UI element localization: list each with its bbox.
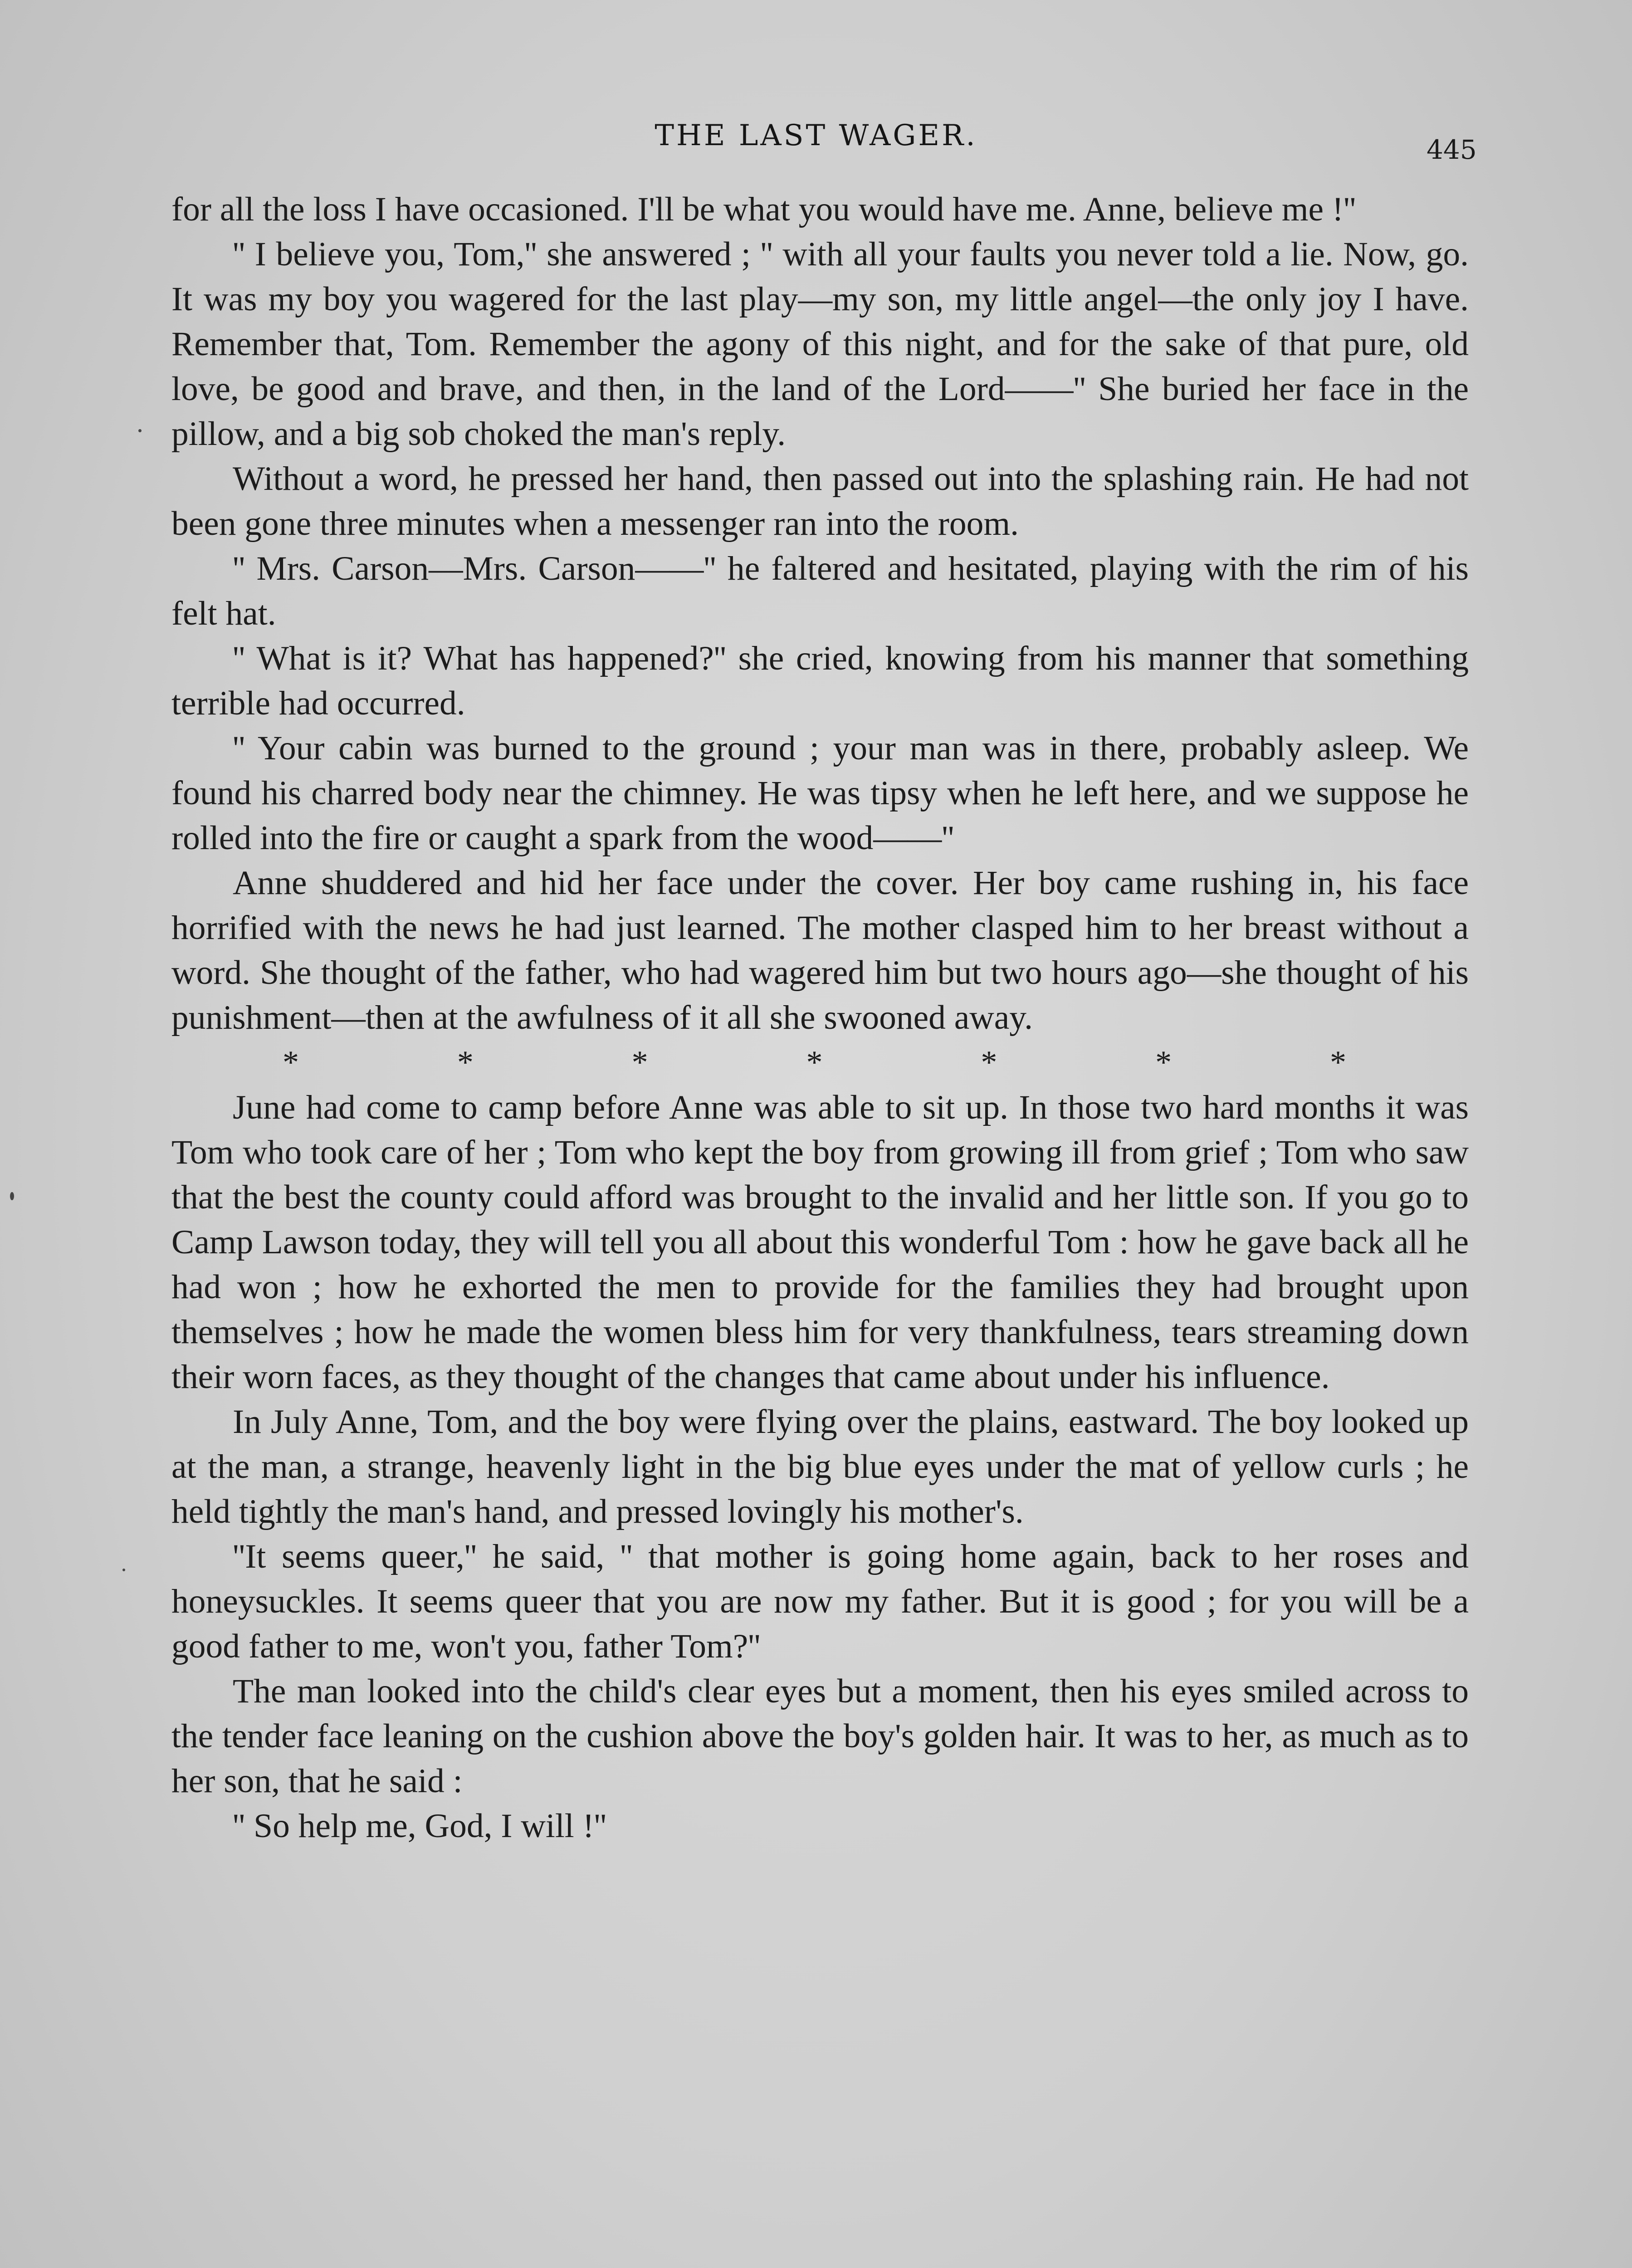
paragraph: '' I believe you, Tom,'' she answered ; '' with all your faults you never told a lie. Now, go. It was my boy you wagered for the last play—my son, my little angel—the only joy I have. Remember that, Tom. Remember the agony of this night, and for the sake of that pure, old love, be good and brave, and then, in the land of the Lord——'' She buried her face in the pillow, and a big sob choked the man's reply. — [171, 235, 1469, 453]
paragraph: June had come to camp before Anne was able to sit up. In those two hard months it was Tom who took care of her ; Tom who kept the boy from growing ill from grief ; Tom who saw that the best the county could afford was brought to the invalid and her little son. If you go to Camp Lawson today, they will tell you all about this wonderful Tom : how he gave back all he had won ; how he exhorted the men to provide for the families they had brought upon themselves ; how he made the women bless him for very thankfulness, tears streaming down their worn faces, as they thought of the changes that came about under his influence. — [171, 1089, 1469, 1396]
paragraph: '' So help me, God, I will !'' — [233, 1807, 607, 1845]
paragraph: In July Anne, Tom, and the boy were flying over the plains, eastward. The boy looked up at the man, a strange, heavenly light in the big blue eyes under the mat of yellow curls ; he held tightly the man's hand, and pressed lovingly his mother's. — [171, 1403, 1469, 1530]
story-text — [171, 187, 1469, 1848]
paragraph: '' What is it? What has happened?'' she cried, knowing from his manner that something terrible had occurred. — [171, 640, 1469, 722]
asterisk: * — [1329, 1044, 1346, 1080]
asterisk: * — [457, 1044, 474, 1080]
asterisk: * — [981, 1044, 997, 1080]
paragraph: The man looked into the child's clear eyes but a moment, then his eyes smiled across to the tender face leaning on the cushion above the boy's golden hair. It was to her, as much as to her son, that he said : — [171, 1672, 1469, 1800]
asterisk: * — [1155, 1044, 1172, 1080]
ink-speck — [122, 1569, 125, 1571]
paragraph: ''It seems queer,'' he said, '' that mother is going home again, back to her roses and honeysuckles. It seems queer that you are now my father. But it is good ; for you will be a good father to me, won't you, father Tom?'' — [171, 1538, 1469, 1665]
asterisk: * — [631, 1044, 648, 1080]
paragraph: Without a word, he pressed her hand, then passed out into the splashing rain. He had not been gone three minutes when a messenger ran into the room. — [171, 460, 1469, 543]
running-title: THE LAST WAGER. — [655, 119, 977, 152]
ink-speck — [138, 429, 142, 432]
asterisk: * — [806, 1044, 823, 1080]
paragraph: '' Your cabin was burned to the ground ; your man was in there, probably asleep. We found his charred body near the chimney. He was tipsy when he left here, and we suppose he rolled into the fire or caught a spark from the wood——'' — [171, 729, 1469, 857]
section-break — [171, 1040, 1469, 1085]
ink-speck — [10, 1192, 14, 1200]
asterisk: * — [283, 1044, 299, 1080]
paragraph: Anne shuddered and hid her face under the cover. Her boy came rushing in, his face horrified with the news he had just learned. The mother clasped him to her breast without a word. She thought of the father, who had wagered him but two hours ago—she thought of his punishment—then at the awfulness of it all she swooned away. — [171, 864, 1469, 1036]
page-number: 445 — [1427, 134, 1477, 165]
paragraph: '' Mrs. Carson—Mrs. Carson——'' he faltered and hesitated, playing with the rim of his felt hat. — [171, 550, 1469, 632]
paragraph: for all the loss I have occasioned. I'll be what you would have me. Anne, believe me !'' — [171, 191, 1356, 228]
